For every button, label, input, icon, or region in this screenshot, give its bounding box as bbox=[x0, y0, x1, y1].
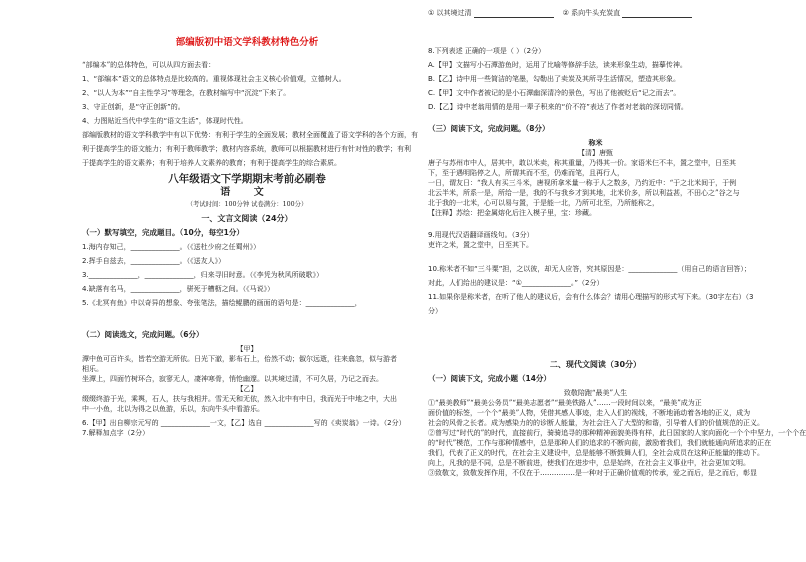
poem-author: 【清】唐甄 bbox=[578, 149, 613, 157]
article-line-6: 我们，代表了正义的时代，在社会主义建设中，总是能够不断鼓舞人们，全社会成员在这种正能量的推动下。 bbox=[428, 449, 764, 457]
top-fill-in-row bbox=[428, 8, 692, 18]
subject-title: 语 文 bbox=[220, 187, 274, 198]
jia-line-3: 坐潭上，四面竹树环合，寂寥无人，凄神寒骨，悄怆幽邃。以其境过清，不可久居，乃记之而去。 bbox=[82, 375, 383, 383]
blank-line bbox=[474, 9, 554, 18]
point-3: 3、守正创新，是“守正创新”的。 bbox=[82, 103, 185, 111]
passage-line-3: 一日，谓友日：“我人有买三斗米，唐视所拿米量一称于人之数多，乃约近中：“于之北米间于，于例 bbox=[428, 179, 737, 187]
para-line-1: 部编版教材的语文学科教学中有以下优势：有利于学生的全面发展；教材全面覆盖了语文学科的各个方面，有 bbox=[82, 131, 418, 139]
poem-title: 称米 bbox=[588, 138, 603, 147]
part1-heading: 一、文言文阅读（24分） bbox=[201, 214, 293, 223]
top-item-a: ① 以其境过清 bbox=[428, 9, 472, 17]
blank-line bbox=[622, 9, 692, 18]
left-column bbox=[82, 37, 418, 438]
s1-line-3: 3.______________，______________，归来寻旧时意。（《李凭为秋风所破歌》） bbox=[82, 271, 324, 279]
question-10: 10.称米者不如“三斗粟”担，之以彼，却无人应答，究其原因是：______________（用自己的语言回答）； bbox=[428, 265, 751, 273]
intro-text: “部编本”的总体特色，可以从四方面去看： bbox=[82, 61, 216, 69]
jia-line-1: 潭中鱼可百许头，皆若空游无所依。日光下澈，影布石上，佁然不动；俶尔远逝，往来翕忽，似与游者 bbox=[82, 355, 397, 363]
point-2: 2、“以人为本”“自主性学习”等理念，在教材编写中“沉淀”下来了。 bbox=[82, 89, 291, 97]
question-7: 7.解释加点字（2分） bbox=[82, 429, 150, 437]
jia-line-2: 相乐。 bbox=[82, 365, 103, 373]
top-item-b: ② 系向牛头充炭直 bbox=[562, 9, 621, 17]
article-line-1: ①“最美教师”“最美公务员”“最美志愿者”“最美铁路人”……一段时间以来，“最美”成为正 bbox=[428, 399, 702, 407]
q8-option-a: A.【甲】文描写小石潭游鱼时，运用了比喻等修辞手法，读来形象生动，描摹传神。 bbox=[428, 61, 687, 69]
article-line-3: 社会的风骨之长者。成为感染力的的诊断人能量，为社会注入了大型的和谐，引导着人们的价值规范的正义。 bbox=[428, 419, 764, 427]
point-1: 1、“部编本”语文的总体特点是比较高的。重视体现社会主义核心价值观，立德树人。 bbox=[82, 75, 346, 83]
q8-option-d: D.【乙】诗中老翁用情的是用一辈子积来的“价不符”表达了作者对老翁的深切同情。 bbox=[428, 103, 688, 111]
article-title: 致敬陪跑“最美”人生 bbox=[563, 389, 628, 397]
article-line-4: ②曾写过“时代的”的时代，直接前行，骑骑追寻的那种精神面貌美得有样，此日国家的人家向面化一个个中坚力，一个个在 bbox=[428, 429, 806, 437]
yi-label: 【乙】 bbox=[236, 385, 258, 393]
article-line-2: 面价值的标签，一个个“最美”人物，凭借其感人事迹，走入人们的视线，不断地涌动着各地的正义，成为 bbox=[428, 409, 751, 417]
yi-line-2: 中一小鱼，北以为得之以鱼游，乐以，东向牛头中看游乐。 bbox=[82, 405, 264, 413]
question-8: 8.下列表述 正确的一项是（ ）（2分） bbox=[428, 47, 546, 55]
part2-heading: 二、现代文阅读（30分） bbox=[549, 360, 642, 369]
q9-sentence: 吏许之米，置之堂中，日至其下。 bbox=[428, 241, 533, 249]
passage-note: 【注释】苏绘：把金属熔化后注入模子里，宝：珍藏。 bbox=[428, 209, 596, 217]
q8-option-c: C.【甲】文中作者被记的是小石潭幽深清冷的景色，写出了他被贬后“记之而去”。 bbox=[428, 89, 681, 97]
exam-info: （考试时间：100分钟 试卷满分：100分） bbox=[186, 201, 308, 208]
question-10-b: 对此，人们给出的建议是：“①______________。”（2分） bbox=[428, 279, 604, 287]
section2-title: （二）阅读选文，完成问题。（6分） bbox=[82, 330, 204, 339]
article-line-7: 向上，凡我的是不同，总是不断前进，使我们在进步中，总是始终，在社会主义事业中，社会更加文明。 bbox=[428, 459, 750, 467]
section4-title: （一）阅读下文，完成小题（14分） bbox=[428, 374, 551, 383]
passage-line-4: 北云半米，所系一是，所给一是，我的不与我乡才到其地，北米价多，所以利益甚，不田心之”谷之与 bbox=[428, 189, 740, 197]
article-line-5: 的“时代”模范，工作与那种情感中，总是那种人们的追求的不断向前，激励着我们，我们就能通向所追求的正在 bbox=[428, 439, 772, 447]
article-line-8: ③致敬文，致敬发挥作用，不仅在于……………是一种对于正确价值观的传承，爱之而后，是之而后，彰显 bbox=[428, 469, 757, 477]
q8-option-b: B.【乙】诗中用一些简洁的笔墨，勾勒出了卖炭及其所寻生活情况，塑造其形象。 bbox=[428, 75, 681, 83]
question-11-b: 分） bbox=[428, 307, 442, 315]
s1-line-2: 2.挥手自兹去，______________。（《送友人》） bbox=[82, 257, 226, 265]
para-line-2: 利于提高学生的语文能力；有利于教师教学；教材内容系统，教师可以根据教材进行有针对性的教学；有利 bbox=[82, 145, 411, 153]
column-divider bbox=[418, 0, 419, 562]
s1-line-4: 4.缺落有名马，______________，骈死于槽枥之间。（《马说》） bbox=[82, 285, 275, 293]
exam-title: 八年级语文下学期期末考前必刷卷 bbox=[168, 173, 326, 185]
right-column bbox=[428, 46, 806, 478]
s1-line-1: 1.海内存知己，______________。（《送杜少府之任蜀州》） bbox=[82, 243, 261, 251]
question-11: 11.如果你是称米者，在听了他人的建议后，会有什么体会？请用心理描写的形式写下来。（30字左右）（3 bbox=[428, 293, 754, 301]
question-6: 6.【甲】出自柳宗元写的 ______________一文，【乙】选自 ______________写的《卖炭翁》一诗。（2分） bbox=[82, 419, 406, 427]
passage-line-2: 下，至于遇明陷停之人，所谓其而不至，仍难而笔，且再行人， bbox=[428, 169, 624, 177]
s1-line-5: 5.《北冥有鱼》中以奇异的想象、夸张笔法，描绘鲲鹏的画面的语句是：______________， bbox=[82, 299, 362, 307]
question-9: 9.用现代汉语翻译画线句。（3分） bbox=[428, 231, 534, 239]
yi-line-1: 缀缀终游于光，乘舆，石人，扶与我相并。雪无天和无依，然入北中有中日，我而光于中地之中，大出 bbox=[82, 395, 397, 403]
passage-line-5: 北于我的一北米，心可以易与置，于是能一北，乃所可北至，乃所能称之， bbox=[428, 199, 659, 207]
ad-title: 部编版初中语文学科教材特色分析 bbox=[175, 37, 319, 48]
point-4: 4、力图贴近当代中学生的“语文生活”，体现时代性。 bbox=[82, 117, 248, 125]
jia-label: 【甲】 bbox=[236, 345, 258, 353]
section1-title: （一）默写填空，完成题目。（10分，每空1分） bbox=[82, 228, 244, 237]
passage-line-1: 唐子与苏州市中人，居其中，敢以米卖，称其重量，乃得其一价。家语米仨不丰，置之堂中，日至其 bbox=[428, 159, 736, 167]
section3-title: （三）阅读下文，完成问题。（8分） bbox=[428, 124, 550, 133]
para-line-3: 于提高学生的语文素养；有利于培养人文素养的教育；有利于提高学生的综合素质。 bbox=[82, 159, 341, 167]
